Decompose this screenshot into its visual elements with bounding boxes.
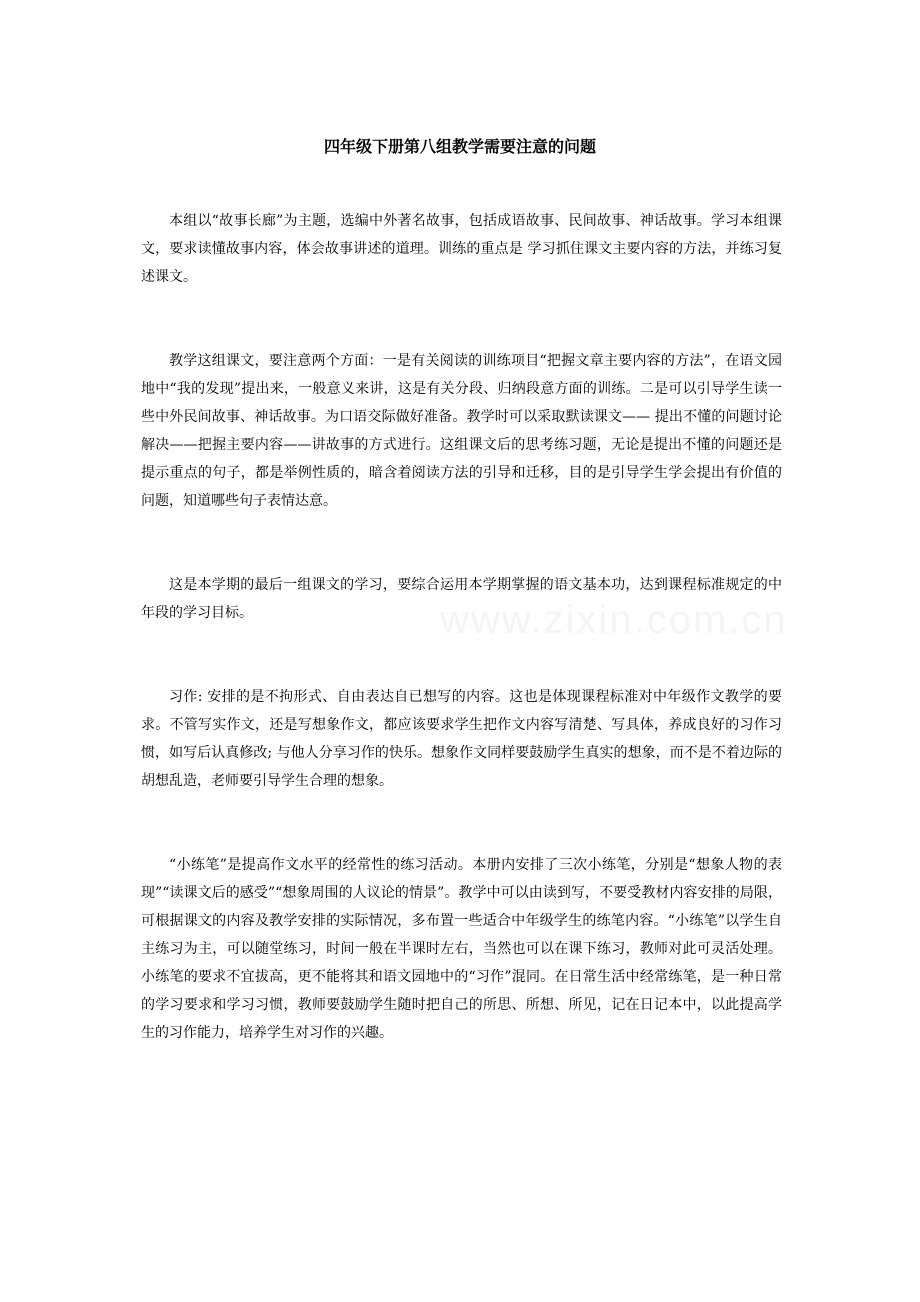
paragraph-teaching-focus: 教学这组课文，要注意两个方面：一是有关阅读的训练项目“把握文章主要内容的方法”，在语文园地中“我的发现”提出来，一般意义来讲，这是有关分段、归纳段意方面的训练。二是可以引导学生读一些中外民间故事、神话故事。为口语交际做好准备。教学时可以采取默读课文—— 提出不懂的问题讨论解决——把握主要内容——讲故事的方式进行。这组课文后的思考练习题，无论是提出不懂的问题还是提示重点的句子，都是举例性质的，暗含着阅读方法的引导和迁移，目的是引导学生学会提出有价值的问题，知道哪些句子表情达意。 bbox=[141, 353, 782, 509]
paragraph-practice-writing: “小练笔”是提高作文水平的经常性的练习活动。本册内安排了三次小练笔，分别是“想象人物的表现”“读课文后的感受”“想象周围的人议论的情景”。教学中可以由读到写，不要受教材内容安排的局限，可根据课文的内容及教学安排的实际情况，多布置一些适合中年级学生的练笔内容。“小练笔”以学生自主练习为主，可以随堂练习，时间一般在半课时左右，当然也可以在课下练习，教师对此可灵活处理。小练笔的要求不宜拔高，更不能将其和语文园地中的“习作”混同。在日常生活中经常练笔，是一种日常的学习要求和学习习惯，教师要鼓励学生随时把自己的所思、所想、所见，记在日记本中，以此提高学生的习作能力，培养学生对习作的兴趣。 bbox=[141, 857, 782, 1041]
document-body bbox=[141, 207, 782, 1047]
paragraph-theme-intro: 本组以“故事长廊”为主题，选编中外著名故事，包括成语故事、民间故事、神话故事。学习本组课文，要求读懂故事内容，体会故事讲述的道理。训练的重点是 学习抓住课文主要内容的方法，并练习复述课文。 bbox=[141, 213, 782, 285]
paragraph-semester-goal: 这是本学期的最后一组课文的学习，要综合运用本学期掌握的语文基本功，达到课程标准规定的中年段的学习目标。 bbox=[141, 577, 782, 621]
document-title: 四年级下册第八组教学需要注意的问题 bbox=[323, 137, 596, 156]
paragraph-writing-task: 习作: 安排的是不拘形式、自由表达自已想写的内容。这也是体现课程标准对中年级作文教学的要求。不管写实作文，还是写想象作文，都应该要求学生把作文内容写清楚、写具体，养成良好的习作习惯，如写后认真修改; 与他人分享习作的快乐。想象作文同样要鼓励学生真实的想象，而不是不着边际的胡想乱造，老师要引导学生合理的想象。 bbox=[141, 689, 782, 789]
